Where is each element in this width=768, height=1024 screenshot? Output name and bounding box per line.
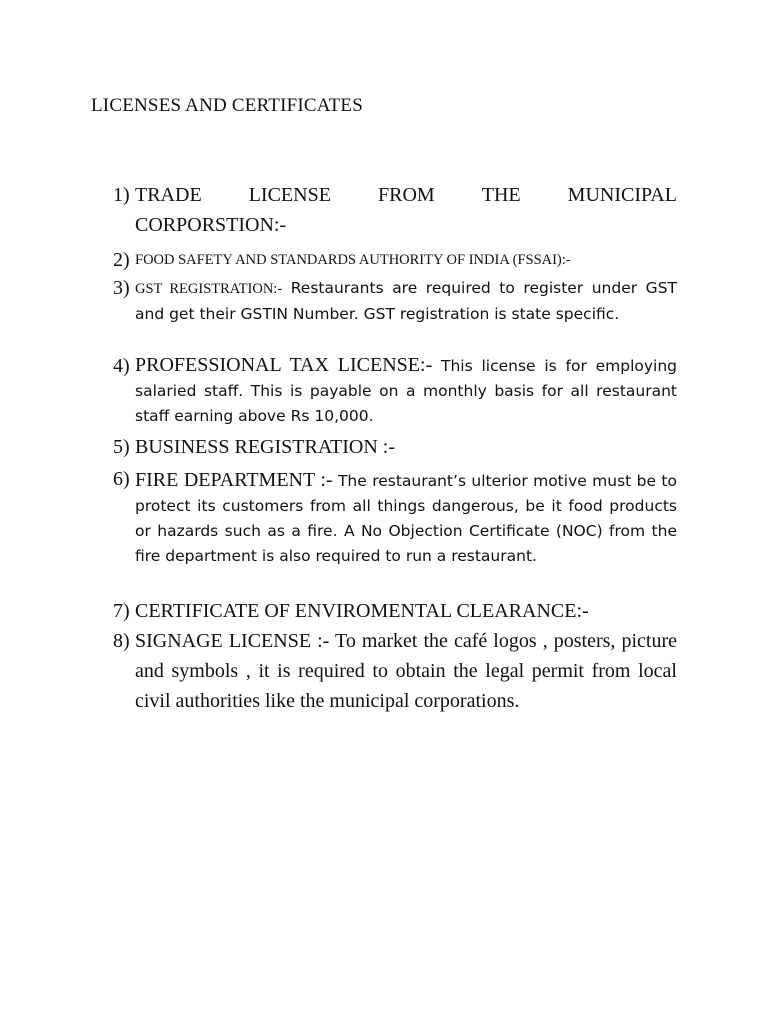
item-heading: FOOD SAFETY AND STANDARDS AUTHORITY OF INDIA (FSSAI):- [135, 252, 571, 268]
item-heading-line: CORPORSTION:- [135, 214, 287, 236]
item-number: 1) [113, 184, 130, 206]
item-body [135, 276, 677, 327]
item-heading-line [135, 180, 677, 210]
item-body [135, 626, 677, 716]
document-title: LICENSES AND CERTIFICATES [91, 95, 363, 116]
item-heading: SIGNAGE LICENSE :- [135, 630, 330, 652]
item-heading: GST REGISTRATION:- [135, 281, 283, 297]
item-heading: PROFESSIONAL TAX LICENSE:- [135, 354, 433, 376]
heading-word: TRADE [135, 184, 202, 206]
heading-word: MUNICIPAL [567, 184, 677, 206]
item-number: 6) [113, 468, 130, 490]
heading-word: THE [481, 184, 521, 206]
item-body [135, 353, 677, 429]
item-heading: CERTIFICATE OF ENVIROMENTAL CLEARANCE:- [135, 600, 589, 622]
item-number: 5) [113, 436, 130, 458]
item-text: The restaurant’s ulterior motive must be to protect its customers from all things dangerous, be it food products or hazards such as a fire. A No Objection Certificate (NOC) from the fire department is also required to run a restaurant. [135, 472, 677, 565]
heading-word: FROM [377, 184, 435, 206]
item-text: To market the café logos , posters, picture and symbols , it is required to obtain the legal permit from local civil authorities like the municipal corporations. [135, 630, 677, 712]
heading-word: LICENSE [248, 184, 331, 206]
item-heading: FIRE DEPARTMENT :- [135, 469, 333, 491]
item-text: This license is for employing salaried staff. This is payable on a monthly basis for all restaurant staff earning above Rs 10,000. [135, 357, 678, 425]
item-body [135, 468, 677, 569]
item-number: 3) [113, 277, 130, 299]
item-number: 8) [113, 630, 130, 652]
item-heading [135, 180, 677, 240]
item-text: Restaurants are required to register under GST and get their GSTIN Number. GST registration is state specific. [135, 279, 677, 323]
item-number: 7) [113, 600, 130, 622]
item-number: 4) [113, 355, 130, 377]
item-number: 2) [113, 249, 130, 271]
item-heading: BUSINESS REGISTRATION :- [135, 436, 396, 458]
